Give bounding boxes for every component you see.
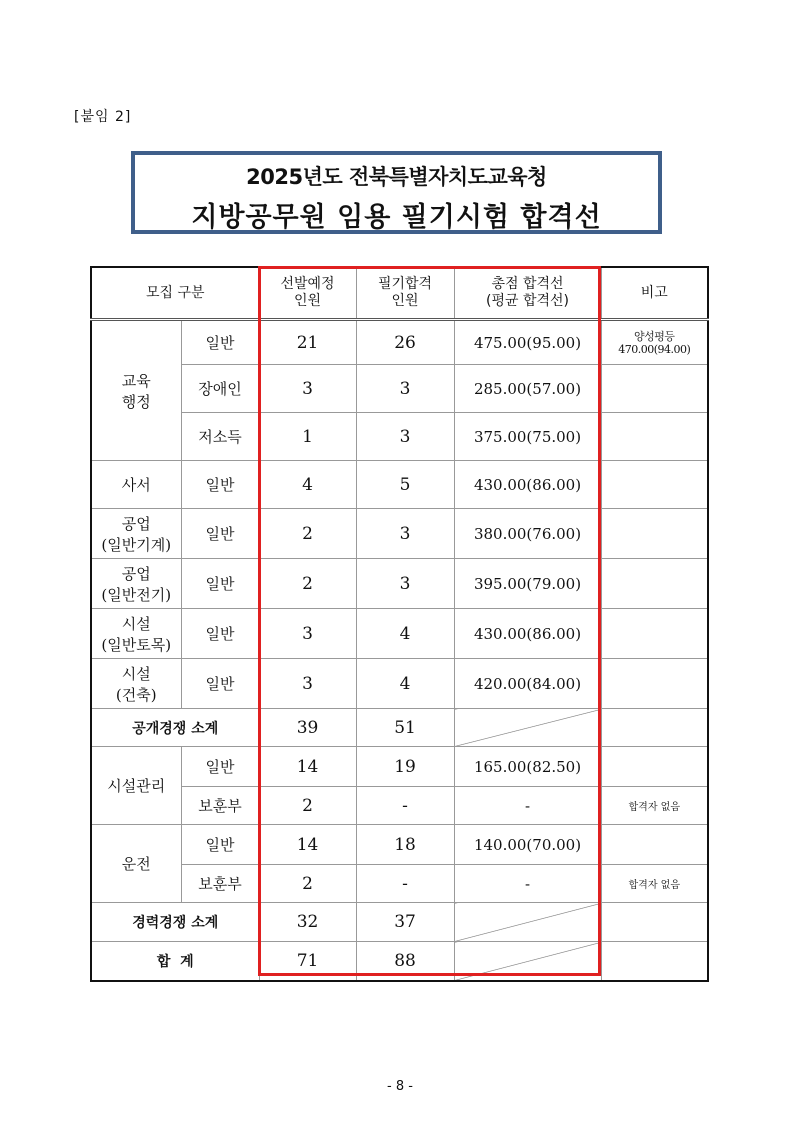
table-row bbox=[91, 865, 708, 903]
diagonal-cell bbox=[454, 709, 601, 747]
passed-cell: 3 bbox=[356, 509, 454, 559]
cutoff-cell: 395.00(79.00) bbox=[454, 559, 601, 609]
planned-cell: 32 bbox=[259, 903, 356, 942]
note-cell: 합격자 없음 bbox=[601, 787, 708, 825]
note-cell bbox=[601, 825, 708, 865]
passed-cell: 26 bbox=[356, 320, 454, 365]
type-cell: 일반 bbox=[181, 320, 259, 365]
diagonal-cell bbox=[454, 942, 601, 981]
cutoff-cell: - bbox=[454, 865, 601, 903]
subtotal-label: 경력경쟁 소계 bbox=[91, 903, 259, 942]
cutoff-cell: 430.00(86.00) bbox=[454, 609, 601, 659]
note-cell bbox=[601, 709, 708, 747]
note-cell bbox=[601, 903, 708, 942]
type-cell: 일반 bbox=[181, 559, 259, 609]
passed-cell: 18 bbox=[356, 825, 454, 865]
subtotal-label: 공개경쟁 소계 bbox=[91, 709, 259, 747]
type-cell: 저소득 bbox=[181, 413, 259, 461]
subtotal-row bbox=[91, 709, 708, 747]
group-cell: 운전 bbox=[91, 825, 181, 903]
type-cell: 일반 bbox=[181, 825, 259, 865]
table-row bbox=[91, 659, 708, 709]
planned-cell: 2 bbox=[259, 559, 356, 609]
group-cell: 공업 (일반기계) bbox=[91, 509, 181, 559]
table-row bbox=[91, 320, 708, 365]
table-row bbox=[91, 825, 708, 865]
planned-cell: 2 bbox=[259, 865, 356, 903]
title-line1: 2025년도 전북특별자치도교육청 bbox=[246, 165, 547, 189]
planned-cell: 21 bbox=[259, 320, 356, 365]
table-row bbox=[91, 747, 708, 787]
type-cell: 일반 bbox=[181, 659, 259, 709]
passed-cell: 3 bbox=[356, 559, 454, 609]
header-note: 비고 bbox=[601, 267, 708, 320]
note-cell bbox=[601, 942, 708, 981]
planned-cell: 14 bbox=[259, 825, 356, 865]
type-cell: 일반 bbox=[181, 747, 259, 787]
passed-cell: 3 bbox=[356, 365, 454, 413]
group-cell: 시설관리 bbox=[91, 747, 181, 825]
note-cell bbox=[601, 559, 708, 609]
note-cell bbox=[601, 659, 708, 709]
passed-cell: 4 bbox=[356, 609, 454, 659]
type-cell: 일반 bbox=[181, 461, 259, 509]
cutoff-cell: 285.00(57.00) bbox=[454, 365, 601, 413]
passed-cell: 37 bbox=[356, 903, 454, 942]
planned-cell: 4 bbox=[259, 461, 356, 509]
table-row bbox=[91, 609, 708, 659]
note-cell bbox=[601, 365, 708, 413]
group-cell: 공업 (일반전기) bbox=[91, 559, 181, 609]
passed-cell: - bbox=[356, 787, 454, 825]
total-label: 합 계 bbox=[91, 942, 259, 981]
cutoff-cell: 375.00(75.00) bbox=[454, 413, 601, 461]
cutoff-cell: 430.00(86.00) bbox=[454, 461, 601, 509]
total-row bbox=[91, 942, 708, 981]
type-cell: 일반 bbox=[181, 509, 259, 559]
planned-cell: 39 bbox=[259, 709, 356, 747]
table-row bbox=[91, 413, 708, 461]
table-row bbox=[91, 461, 708, 509]
note-cell: 양성평등 470.00(94.00) bbox=[601, 320, 708, 365]
table-header-row bbox=[91, 267, 708, 320]
title-box bbox=[131, 151, 662, 234]
header-category: 모집 구분 bbox=[91, 267, 259, 320]
passed-cell: - bbox=[356, 865, 454, 903]
planned-cell: 1 bbox=[259, 413, 356, 461]
planned-cell: 14 bbox=[259, 747, 356, 787]
note-cell bbox=[601, 461, 708, 509]
title-line2: 지방공무원 임용 필기시험 합격선 bbox=[191, 202, 602, 233]
type-cell: 일반 bbox=[181, 609, 259, 659]
note-cell bbox=[601, 747, 708, 787]
table-row bbox=[91, 787, 708, 825]
type-cell: 보훈부 bbox=[181, 787, 259, 825]
passed-cell: 19 bbox=[356, 747, 454, 787]
note-cell bbox=[601, 609, 708, 659]
planned-cell: 3 bbox=[259, 609, 356, 659]
table-row bbox=[91, 365, 708, 413]
diagonal-cell bbox=[454, 903, 601, 942]
cutoff-cell: - bbox=[454, 787, 601, 825]
note-cell bbox=[601, 413, 708, 461]
header-planned: 선발예정 인원 bbox=[259, 267, 356, 320]
planned-cell: 3 bbox=[259, 659, 356, 709]
header-cutoff: 총점 합격선 (평균 합격선) bbox=[454, 267, 601, 320]
planned-cell: 2 bbox=[259, 787, 356, 825]
type-cell: 보훈부 bbox=[181, 865, 259, 903]
passed-cell: 88 bbox=[356, 942, 454, 981]
cutoff-cell: 165.00(82.50) bbox=[454, 747, 601, 787]
results-table bbox=[90, 266, 709, 982]
passed-cell: 5 bbox=[356, 461, 454, 509]
passed-cell: 51 bbox=[356, 709, 454, 747]
attachment-label: [붙임 2] bbox=[74, 109, 132, 125]
table-row bbox=[91, 559, 708, 609]
cutoff-cell: 420.00(84.00) bbox=[454, 659, 601, 709]
passed-cell: 3 bbox=[356, 413, 454, 461]
page-number: - 8 - bbox=[387, 1079, 413, 1094]
cutoff-cell: 475.00(95.00) bbox=[454, 320, 601, 365]
subtotal-row bbox=[91, 903, 708, 942]
cutoff-cell: 140.00(70.00) bbox=[454, 825, 601, 865]
planned-cell: 2 bbox=[259, 509, 356, 559]
group-cell: 시설 (건축) bbox=[91, 659, 181, 709]
note-cell: 합격자 없음 bbox=[601, 865, 708, 903]
table-row bbox=[91, 509, 708, 559]
note-cell bbox=[601, 509, 708, 559]
passed-cell: 4 bbox=[356, 659, 454, 709]
group-cell: 시설 (일반토목) bbox=[91, 609, 181, 659]
header-passed: 필기합격 인원 bbox=[356, 267, 454, 320]
planned-cell: 71 bbox=[259, 942, 356, 981]
group-cell: 사서 bbox=[91, 461, 181, 509]
group-cell: 교육 행정 bbox=[91, 320, 181, 461]
planned-cell: 3 bbox=[259, 365, 356, 413]
type-cell: 장애인 bbox=[181, 365, 259, 413]
cutoff-cell: 380.00(76.00) bbox=[454, 509, 601, 559]
